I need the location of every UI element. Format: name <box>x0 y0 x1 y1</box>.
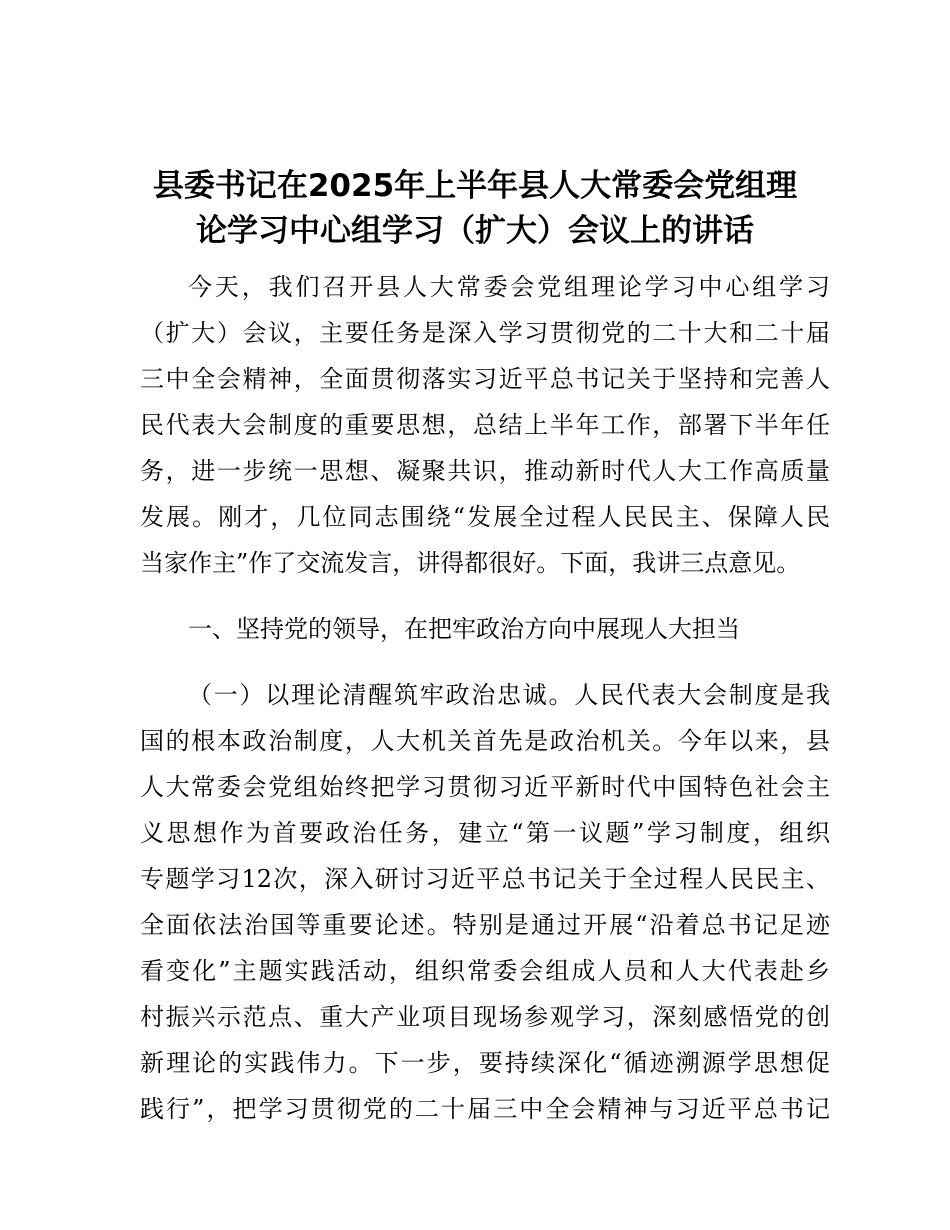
paragraph-line: 国的根本政治制度，人大机关首先是政治机关。今年以来，县 <box>140 727 830 755</box>
paragraph-line: 当家作主”作了交流发言，讲得都很好。下面，我讲三点意见。 <box>140 549 801 577</box>
paragraph-line: 全面依法治国等重要论述。特别是通过开展“沿着总书记足迹 <box>140 911 830 939</box>
title-line-1: 县委书记在2025年上半年县人大常委会党组理 <box>152 168 798 204</box>
paragraph-line: 人大常委会党组始终把学习贯彻习近平新时代中国特色社会主 <box>140 773 830 801</box>
paragraph-line: 今天，我们召开县人大常委会党组理论学习中心组学习 <box>188 273 830 301</box>
section-heading: 一、坚持党的领导，在把牢政治方向中展现人大担当 <box>188 615 740 643</box>
paragraph-line: 发展。刚才，几位同志围绕“发展全过程人民民主、保障人民 <box>140 503 830 531</box>
paragraph-line: 义思想作为首要政治任务，建立“第一议题”学习制度，组织 <box>140 819 830 847</box>
paragraph-line: 新理论的实践伟力。下一步，要持续深化“循迹溯源学思想促 <box>140 1049 830 1077</box>
paragraph-line: （一）以理论清醒筑牢政治忠诚。人民代表大会制度是我 <box>188 681 830 709</box>
paragraph-line: 务，进一步统一思想、凝聚共识，推动新时代人大工作高质量 <box>140 457 830 485</box>
paragraph-line: 三中全会精神，全面贯彻落实习近平总书记关于坚持和完善人 <box>140 365 830 393</box>
document-body <box>140 264 830 1132</box>
paragraph-line: 村振兴示范点、重大产业项目现场参观学习，深刻感悟党的创 <box>140 1003 830 1031</box>
title-line-2: 论学习中心组学习（扩大）会议上的讲话 <box>196 213 754 249</box>
paragraph-line: 民代表大会制度的重要思想，总结上半年工作，部署下半年任 <box>140 411 830 439</box>
document-title <box>100 164 850 254</box>
paragraph-line: 践行”，把学习贯彻党的二十届三中全会精神与习近平总书记 <box>140 1095 830 1123</box>
paragraph-line: （扩大）会议，主要任务是深入学习贯彻党的二十大和二十届 <box>140 319 830 347</box>
paragraph-section-1-1 <box>140 672 830 1132</box>
paragraph-line: 看变化”主题实践活动，组织常委会组成人员和人大代表赴乡 <box>140 957 830 985</box>
paragraph-opening <box>140 264 830 586</box>
paragraph-line: 专题学习12次，深入研讨习近平总书记关于全过程人民民主、 <box>140 865 830 893</box>
